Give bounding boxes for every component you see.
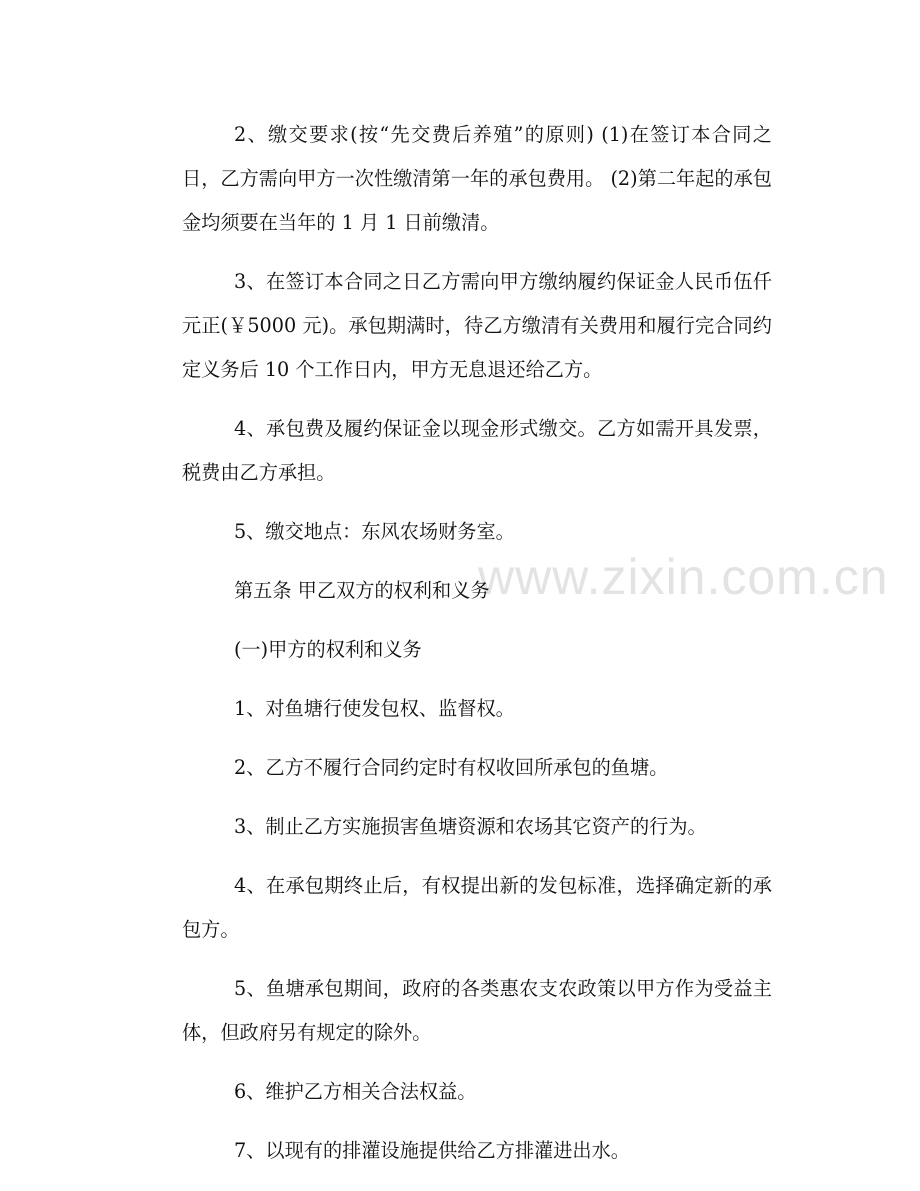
list-item-party-a-2: 2、乙方不履行合同约定时有权收回所承包的鱼塘。 xyxy=(234,756,669,779)
list-item-party-a-7: 7、以现有的排灌设施提供给乙方排灌进出水。 xyxy=(234,1139,630,1162)
watermark-text: www.zixin.com.cn xyxy=(478,549,889,605)
paragraph-performance-bond: 3、在签订本合同之日乙方需向甲方缴纳履约保证金人民币伍仟元正(￥5000 元)。承包期满时，待乙方缴清有关费用和履行完合同约定义务后 10 个工作日内，甲方无息退还给乙方。 xyxy=(182,270,772,381)
paragraph-payment-location: 5、缴交地点：东风农场财务室。 xyxy=(234,520,515,543)
section-heading-rights-obligations: 第五条 甲乙双方的权利和义务 xyxy=(234,579,490,602)
list-item-party-a-4: 4、在承包期终止后，有权提出新的发包标准，选择确定新的承包方。 xyxy=(182,874,772,941)
list-item-party-a-6: 6、维护乙方相关合法权益。 xyxy=(234,1080,477,1103)
paragraph-payment-form: 4、承包费及履约保证金以现金形式缴交。乙方如需开具发票，税费由乙方承担。 xyxy=(182,417,772,484)
list-item-party-a-5: 5、鱼塘承包期间，政府的各类惠农支农政策以甲方作为受益主体，但政府另有规定的除外。 xyxy=(182,977,772,1044)
document-body xyxy=(182,113,772,1188)
paragraph-payment-requirement: 2、缴交要求(按“先交费后养殖”的原则) (1)在签订本合同之日，乙方需向甲方一次性缴清第一年的承包费用。 (2)第二年起的承包金均须要在当年的 1 月 1 日前缴清。 xyxy=(182,123,772,234)
subsection-heading-party-a: (一)甲方的权利和义务 xyxy=(234,638,422,661)
list-item-party-a-3: 3、制止乙方实施损害鱼塘资源和农场其它资产的行为。 xyxy=(234,815,707,838)
list-item-party-a-1: 1、对鱼塘行使发包权、监督权。 xyxy=(234,697,515,720)
